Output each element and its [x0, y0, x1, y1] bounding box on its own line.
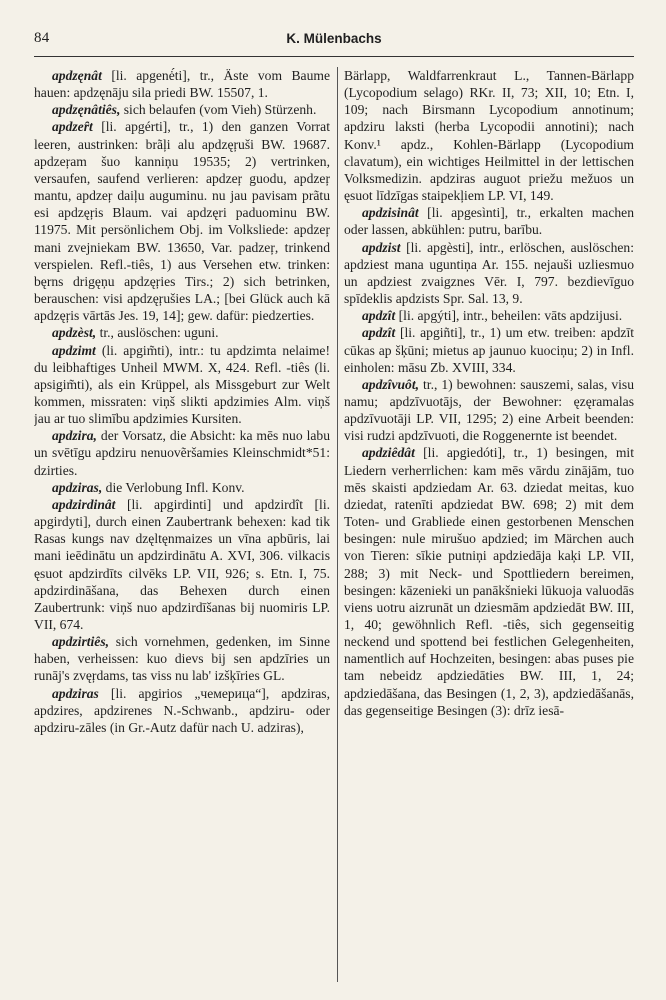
entry-text: [li. apgesìnti], tr., erkalten machen oder lassen, abkühlen: putru, barību. [344, 205, 634, 238]
entry-headword: apdzęnât [52, 68, 102, 83]
entry-text: [li. apgirios „чемерица“], apdziras, apdzires, apdzirenes N.-Schwanb., apdziru- oder apdziru-zāles (in Gr.-Autz dafür nach U. adziras), [34, 685, 330, 735]
dictionary-entry [344, 324, 634, 375]
dictionary-entry [34, 118, 330, 324]
entry-text: [li. apgèsti], intr., erlöschen, auslöschen: apdziest mana uguntiņa Ar. 155. nejauši uzliesmuo un apdziest zvaigznes Vēr. I, 797. bezdievīguo spīdeklis apdzists Spr. Sal. 13, 9. [344, 239, 634, 307]
entry-headword: apdzirdinât [52, 496, 116, 512]
entry-text: [li. apgérti], tr., 1) den ganzen Vorrat leeren, austrinken: brãļi alu apdzęŗuši BW. 19687. apdzeŗam šuo kanniņu 19535; 2) vertrinken, versaufen, saufend verlieren: apdzeŗ guodu, apdzeŗ mantu, apdzeŗ daiļu auguminu. nu jau pavisam prãtu esi apdzęŗis Blaum. vai apdzęri paduominu BW. 11975. Mit persönlichem Obj. im Volksliede: apdzeŗ mani zvejniekam BW. 13650, Var. padzeŗ, trinkend verspielen. Refl.-tiês, 1) aus Versehen etw. trinken: bęrns drigęņu apdzęŗies Tirs.; 2) sich betrinken, berauschen: visi apdzęŗušies LA.; [bei Glück auch kā apdzęŗis vārtās Jes. 19, 14]; gew. dafür: piedzerties. [34, 119, 330, 324]
dictionary-entry [344, 204, 634, 238]
entry-text: [li. apgiedóti], tr., 1) besingen, mit Liedern verherrlichen: kam mēs vārdu zinājām, tuo mēs skaisti apdziedam Ar. 63. dziedat meitas, kuo dziedat, ratenīti apdziedat BW. 698; 2) mit dem Toten- und Grabliede einen gestorbenen Menschen besingen: nule mirušuo apdzied; im Märchen auch von Tieren: sīkie putniņi apdziedāja kaķi LP. VII, 288; 3) mit Neck- und Spottliedern bereimen, besingen: kāzenieki un panākšnieki lūkuoja valuodās viens uotru aizrunāt un dziesmām apdziedāt BW. III, 1, 40; gewöhnlich Refl. -tiês, sich gegenseitig neckend und spottend bei festlichen Gelegenheiten, namentlich auf Hochzeiten, besingen: abas puses pie tam nebeidz apdziedāties BW. III, 1, 24; apdziedāšana, das Besingen (1, 2, 3), apdziedāšanās, das gegenseitige Besingen (3): drīz iesā- [344, 445, 634, 718]
entry-text: tr., auslöschen: uguni. [99, 325, 219, 341]
entry-headword: apdzîvuôt, [362, 376, 420, 392]
entry-headword: apdziras [52, 685, 99, 701]
dictionary-entry [34, 342, 330, 428]
entry-headword: apdziras, [52, 479, 103, 495]
entry-text: sich vornehmen, gedenken, im Sinne haben, verheissen: kuo dievs bij sen apdzīries un runāj's zvęŗdams, tas viss nu lab' izšķīries GL. [34, 634, 330, 684]
entry-text: (li. apgim̃ti), intr.: tu apdzimta nelaime! du leibhaftiges Unheil MWM. X, 424. Refl. -tiês (li. apsigim̃ti), als ein Krüppel, als Missgeburt zur Welt kommen, missraten: viņš slikti apdzimies Alm. viņš jau ar tuo slimību apdzimies Kursiten. [34, 342, 330, 427]
dictionary-entry [34, 67, 330, 101]
dictionary-entry [344, 67, 634, 204]
dictionary-entry [34, 101, 330, 118]
entry-text: [li. apgenė́ti], tr., Äste vom Baume hauen: apdzęnāju sila priedi BW. 15507, 1. [34, 68, 330, 101]
entry-headword: apdzist [362, 239, 401, 255]
entry-text: [li. apgýti], intr., beheilen: vāts apdzijusi. [398, 308, 623, 324]
entry-headword: apdzît [362, 308, 396, 324]
entry-headword: apdzimt [52, 342, 96, 358]
left-column [34, 67, 330, 984]
entry-headword: apdzeȓt [52, 119, 93, 135]
dictionary-entry [34, 685, 330, 736]
dictionary-entry [344, 444, 634, 719]
entry-headword: apdzisinât [362, 205, 419, 221]
entry-text: Bärlapp, Waldfarrenkraut L., Tannen-Bärlapp (Lycopodium selago) RKr. II, 73; XII, 10; Etn. I, 109; nach Birsmann Lycopodium annotinum; apdziru laksti (herba Lycopodii annotini); nach Konv.¹ apdz., Kohlen-Bärlapp (Lycopodium clavatum), ein wichtiges Heilmittel in der lettischen Volksmedizin. apdziras auguot priežu mežuos un ęsuot līdzīgas staipekļiem LP. VI, 149. [344, 68, 634, 204]
page-header [34, 30, 634, 57]
entry-headword: apdzirtiês, [52, 634, 110, 650]
entry-text: tr., 1) bewohnen: sauszemi, salas, visu namu; apdzīvuotājs, der Bewohner: ęzęramalas apdzīvuotāji LP. VII, 1295; 2) eine Arbeit beenden: visi rudzi apdzīvuoti, die Roggenernte ist beendet. [344, 376, 634, 444]
entry-text: sich belaufen (vom Vieh) Stürzenh. [123, 102, 317, 118]
entry-text: [li. apgiñti], tr., 1) um etw. treiben: apdzīt cūkas ap šķūni; mietus ap jaunuo kuociņu; 2) in Infl. einholen: māsu Zb. XVIII, 334. [344, 325, 634, 375]
dictionary-entry [344, 307, 634, 324]
entry-headword: apdzît [362, 325, 396, 341]
dictionary-entry [34, 479, 330, 496]
dictionary-entry [344, 376, 634, 445]
entry-headword: apdzęnâtiês, [52, 102, 121, 118]
right-column [344, 67, 634, 984]
entry-text: die Verlobung Infl. Konv. [105, 479, 245, 495]
entry-text: [li. apgirdinti] und apdzirdît [li. apgirdyti], durch einen Zaubertrank behexen: kad tik Rasas kungs nav dzęltęnmaizes un vīna apbūris, lai mani ieēdinātu un apdzirdinātu A. XVI, 306. vilkacis ęsuot apdzirdīts cilvēks LP. VII, 926; s. Etn. I, 75. apdzirdināšana, das Behexen durch einen Zaubertrunk: viņš nuo apdzirdīšanas bij nuomiris LP. VII, 674. [34, 496, 330, 632]
entry-text: der Vorsatz, die Absicht: ka mēs nuo labu un svētīgu apdziru nenuovẽršamies Kleinschmidt*51: dzirties. [34, 428, 330, 478]
page-number: 84 [34, 30, 50, 46]
dictionary-entry [34, 496, 330, 633]
running-title: K. Mülenbachs [286, 31, 382, 46]
entry-headword: apdzèst, [52, 325, 97, 341]
dictionary-entry [34, 633, 330, 684]
dictionary-entry [344, 239, 634, 308]
entry-headword: apdzira, [52, 428, 97, 444]
entry-headword: apdziêdât [362, 445, 415, 461]
column-divider [337, 67, 338, 982]
dictionary-entry [34, 324, 330, 341]
dictionary-entry [34, 427, 330, 478]
